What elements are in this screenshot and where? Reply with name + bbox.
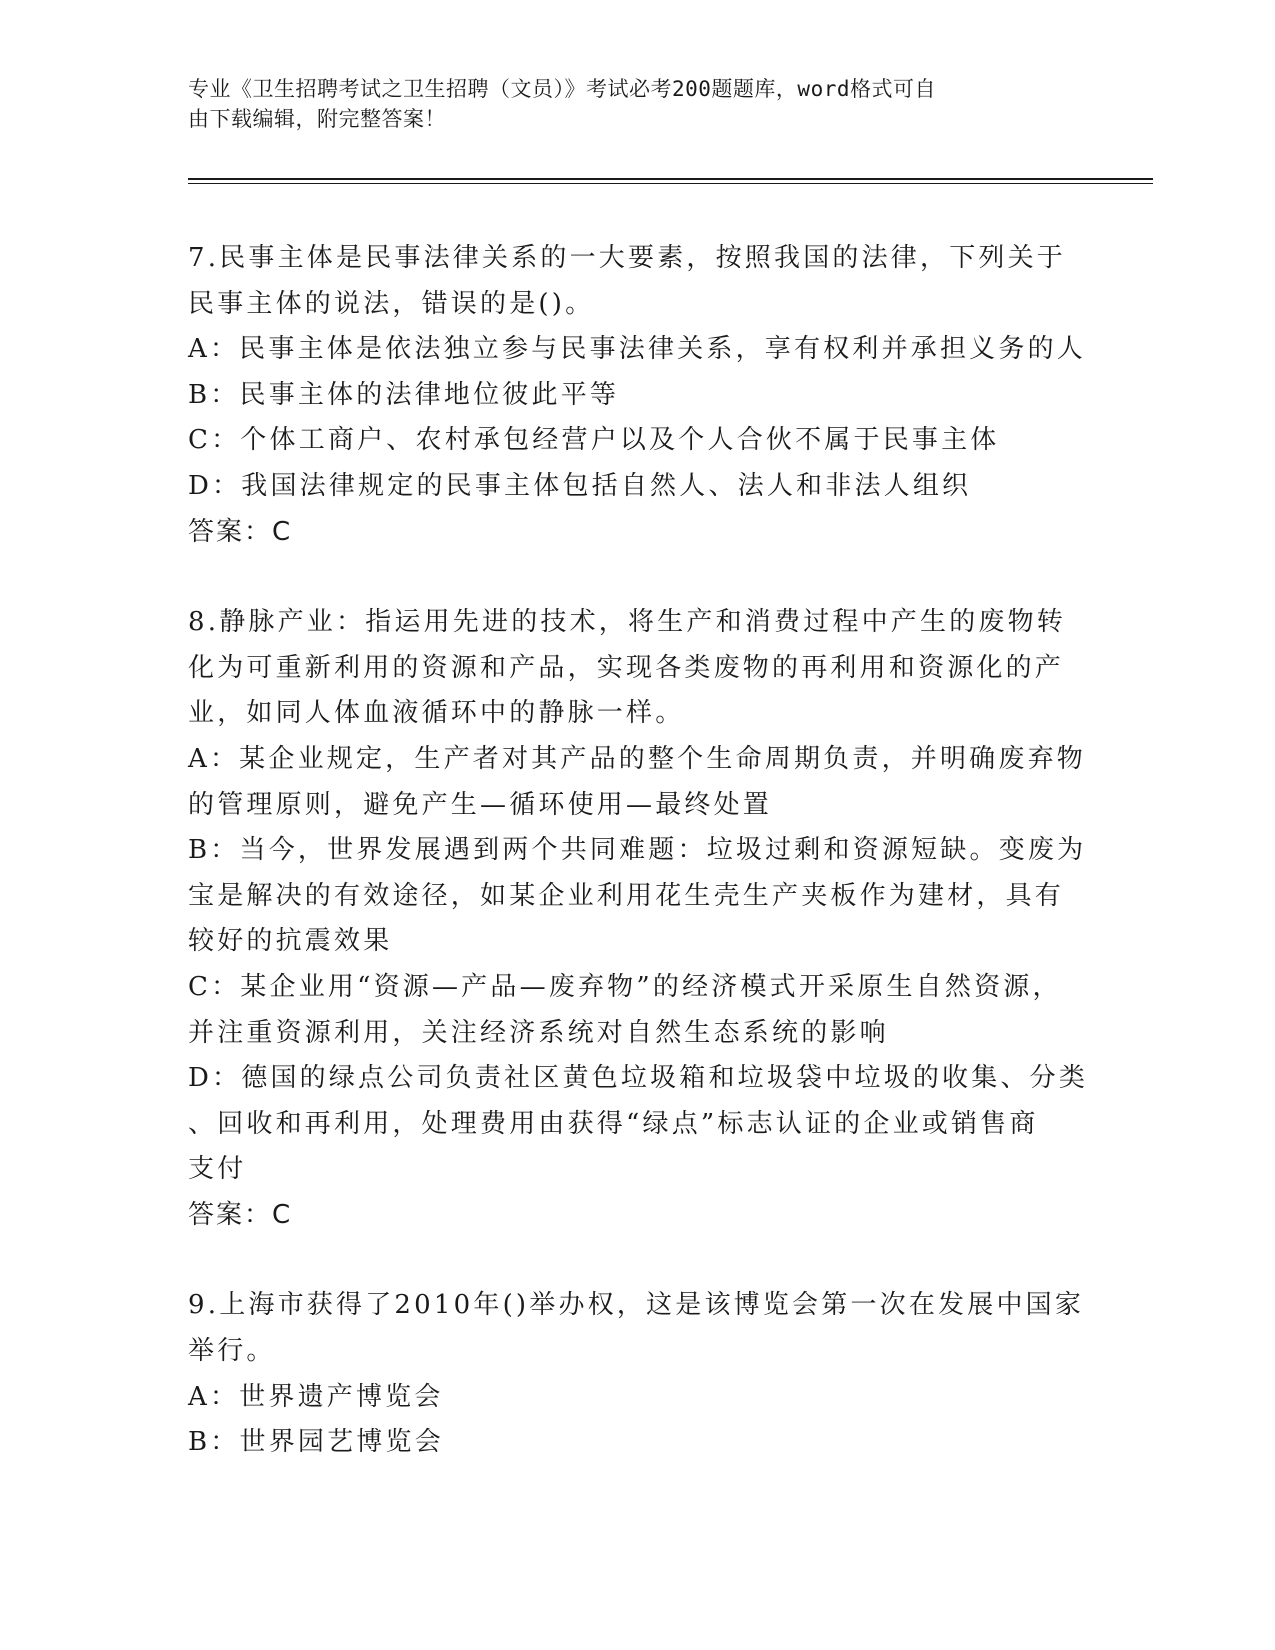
question-9 [188, 1283, 1085, 1465]
stem-line: 8.静脉产业：指运用先进的技术，将生产和消费过程中产生的废物转 [188, 607, 1067, 638]
option-line: D：我国法律规定的民事主体包括自然人、法人和非法人组织 [188, 470, 972, 501]
stem-line: 业，如同人体血液循环中的静脉一样。 [188, 698, 685, 729]
header-line-1: 专业《卫生招聘考试之卫生招聘（文员）》考试必考200题题库，word格式可自 [188, 77, 936, 101]
option-d [188, 1056, 1089, 1193]
option-line: C：某企业用“资源—产品—废弃物”的经济模式开采原生自然资源， [188, 971, 1062, 1002]
option-b [188, 1420, 1073, 1466]
option-c [188, 418, 1073, 464]
option-line: B：民事主体的法律地位彼此平等 [188, 379, 620, 410]
option-line: B：世界园艺博览会 [188, 1427, 444, 1458]
option-line: A：世界遗产博览会 [188, 1381, 444, 1412]
header-divider-thin [188, 183, 1153, 184]
option-b [188, 828, 1087, 965]
option-d [188, 464, 1073, 510]
stem-line: 举行。 [188, 1336, 276, 1367]
option-line: B：当今，世界发展遇到两个共同难题：垃圾过剩和资源短缺。变废为 [188, 835, 1087, 866]
header-line-2: 由下载编辑，附完整答案！ [188, 107, 446, 131]
option-line: A：民事主体是依法独立参与民事法律关系，享有权利并承担义务的人 [188, 334, 1086, 365]
option-c [188, 965, 1073, 1056]
option-a [188, 1375, 1073, 1421]
question-7 [188, 236, 1086, 555]
option-line: 、回收和再利用，处理费用由获得“绿点”标志认证的企业或销售商 [188, 1108, 1039, 1139]
question-list [188, 236, 1089, 1511]
option-line: A：某企业规定，生产者对其产品的整个生命周期负责，并明确废弃物 [188, 743, 1086, 774]
stem-line: 化为可重新利用的资源和产品，实现各类废物的再利用和资源化的产 [188, 652, 1065, 683]
option-a [188, 737, 1086, 828]
option-line: C：个体工商户、农村承包经营户以及个人合伙不属于民事主体 [188, 425, 1000, 456]
option-a [188, 327, 1086, 373]
stem-line: 9.上海市获得了2010年()举办权，这是该博览会第一次在发展中国家 [188, 1290, 1085, 1321]
question-8 [188, 600, 1089, 1238]
document-header [188, 74, 1078, 134]
question-stem [188, 1283, 1085, 1374]
option-line: D：德国的绿点公司负责社区黄色垃圾箱和垃圾袋中垃圾的收集、分类 [188, 1063, 1089, 1094]
answer-label: 答案：C [188, 1199, 293, 1230]
answer-label: 答案：C [188, 516, 293, 547]
question-stem [188, 236, 1073, 327]
option-b [188, 373, 1073, 419]
stem-line: 民事主体的说法，错误的是()。 [188, 288, 595, 319]
question-stem [188, 600, 1073, 737]
option-line: 较好的抗震效果 [188, 926, 393, 957]
header-divider-thick [188, 178, 1153, 180]
stem-line: 7.民事主体是民事法律关系的一大要素，按照我国的法律，下列关于 [188, 243, 1067, 273]
option-line: 的管理原则，避免产生—循环使用—最终处置 [188, 789, 773, 820]
option-line: 宝是解决的有效途径，如某企业利用花生壳生产夹板作为建材，具有 [188, 880, 1065, 911]
option-line: 并注重资源利用，关注经济系统对自然生态系统的影响 [188, 1017, 889, 1048]
option-line: 支付 [188, 1154, 247, 1185]
